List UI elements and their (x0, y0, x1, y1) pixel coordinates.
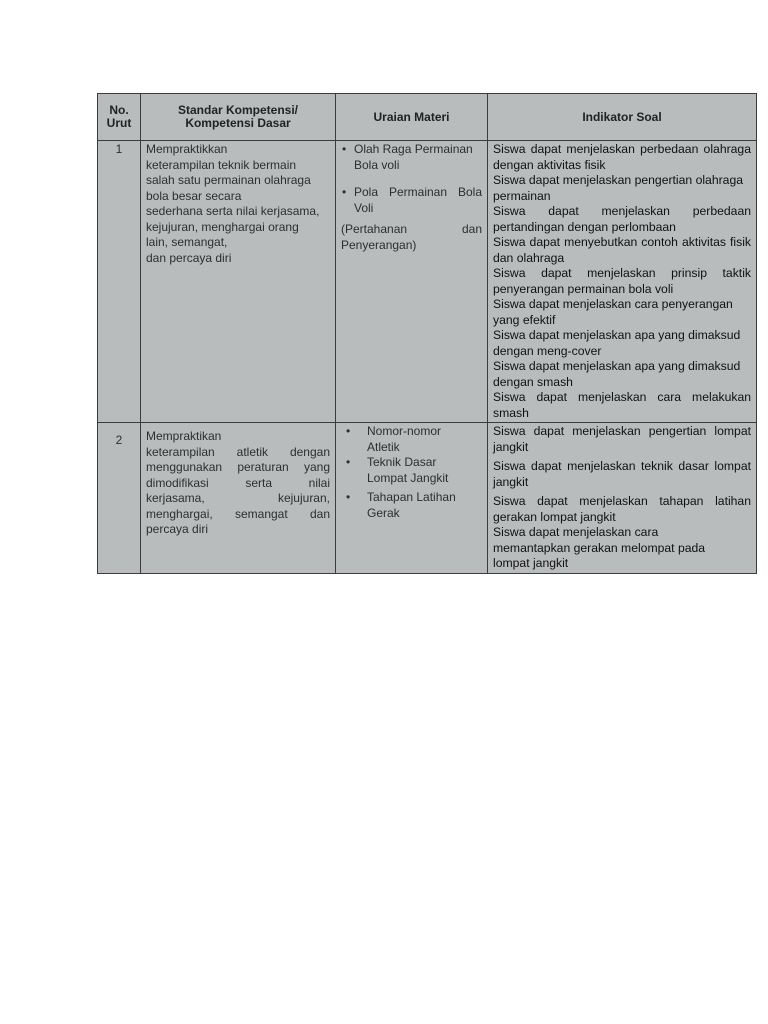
indikator-item: Siswa dapat menyebutkan contoh aktivitas fisik dan olahraga (493, 235, 751, 265)
standar-line: salah satu permainan olahraga (146, 173, 311, 187)
list-item (341, 185, 482, 216)
standar-line: kejujuran, menghargai orang (146, 219, 299, 234)
row-number-cell (98, 141, 141, 423)
standar-line: Mempraktikkan (146, 142, 228, 156)
uraian-note: (Pertahanan dan Penyerangan) (341, 222, 482, 252)
indikator-item: Siswa dapat menjelaskan perbedaan olahraga dengan aktivitas fisik (493, 142, 751, 172)
indikator-item: Siswa dapat menjelaskan tahapan latihan gerakan lompat jangkit (493, 494, 751, 524)
header-uraian-materi (336, 94, 488, 141)
row-number: 1 (115, 142, 123, 156)
uraian-cell (336, 141, 488, 423)
competency-table (97, 93, 757, 574)
standar-line: bola besar secara (146, 188, 242, 203)
row-number: 2 (115, 433, 123, 447)
uraian-list (341, 424, 482, 521)
indikator-item: Siswa dapat menjelaskan pengertian lompat jangkit (493, 424, 751, 454)
standar-line: keterampilan teknik bermain (146, 157, 297, 172)
uraian-list (341, 142, 482, 216)
standar-line: lain, semangat, (146, 235, 228, 249)
table-row (98, 141, 757, 423)
row-number-cell (98, 423, 141, 574)
bullet-icon: • (342, 142, 347, 156)
list-item (345, 424, 482, 455)
indikator-item: Siswa dapat menjelaskan apa yang dimaksud dengan meng-cover (493, 328, 741, 358)
standar-line: menghargai, semangat dan (146, 506, 330, 521)
indikator-item: Siswa dapat menjelaskan perbedaan pertandingan dengan perlombaan (493, 204, 751, 234)
indikator-cell (488, 141, 757, 423)
header-standar-label: Standar Kompetensi/ Kompetensi Dasar (177, 103, 299, 130)
indikator-item: Siswa dapat menjelaskan teknik dasar lompat jangkit (493, 459, 751, 489)
standar-cell (141, 141, 336, 423)
indikator-cell (488, 423, 757, 574)
bullet-icon: • (346, 424, 351, 438)
standar-cell (141, 423, 336, 574)
header-indikator-soal (488, 94, 757, 141)
standar-line: sederhana serta nilai kerjasama, (146, 204, 320, 218)
bullet-icon: • (342, 185, 347, 199)
indikator-item: Siswa dapat menjelaskan apa yang dimaksud dengan smash (493, 359, 741, 389)
list-item (345, 455, 482, 486)
standar-line: dimodifikasi serta nilai (146, 475, 330, 490)
uraian-item-text: Nomor-nomor Atletik (367, 424, 442, 454)
standar-line: menggunakan peraturan yang (146, 460, 330, 474)
bullet-icon: • (346, 455, 351, 469)
indikator-item: Siswa dapat menjelaskan cara penyerangan yang efektif (493, 297, 733, 327)
header-standar-kompetensi (141, 94, 336, 141)
standar-line: keterampilan atletik dengan (146, 444, 330, 459)
list-item (341, 142, 482, 173)
uraian-item-text: Teknik Dasar Lompat Jangkit (367, 455, 449, 485)
standar-line: dan percaya diri (146, 250, 232, 265)
table-header-row (98, 94, 757, 141)
indikator-item: Siswa dapat menjelaskan prinsip taktik penyerangan permainan bola voli (493, 266, 751, 296)
indikator-item: Siswa dapat menjelaskan cara melakukan smash (493, 390, 751, 420)
indikator-item: Siswa dapat menjelaskan pengertian olahraga permainan (493, 173, 744, 203)
header-no-urut (98, 94, 141, 141)
uraian-item-text: Tahapan Latihan Gerak (367, 490, 456, 520)
standar-line: kerjasama, kejujuran, (146, 491, 330, 505)
header-indikator-label: Indikator Soal (582, 109, 662, 124)
list-item (345, 490, 482, 521)
bullet-icon: • (346, 490, 351, 504)
uraian-item-text: Olah Raga Permainan Bola voli (354, 142, 473, 172)
standar-line: percaya diri (146, 522, 209, 536)
header-no-urut-label: No. Urut (106, 103, 132, 130)
standar-line: Mempraktikan (146, 429, 222, 443)
indikator-item: Siswa dapat menjelaskan cara memantapkan gerakan melompat pada lompat jangkit (493, 525, 706, 570)
table-row (98, 423, 757, 574)
uraian-item-text: Pola Permainan Bola Voli (354, 185, 482, 215)
uraian-cell (336, 423, 488, 574)
header-uraian-label: Uraian Materi (373, 109, 450, 124)
